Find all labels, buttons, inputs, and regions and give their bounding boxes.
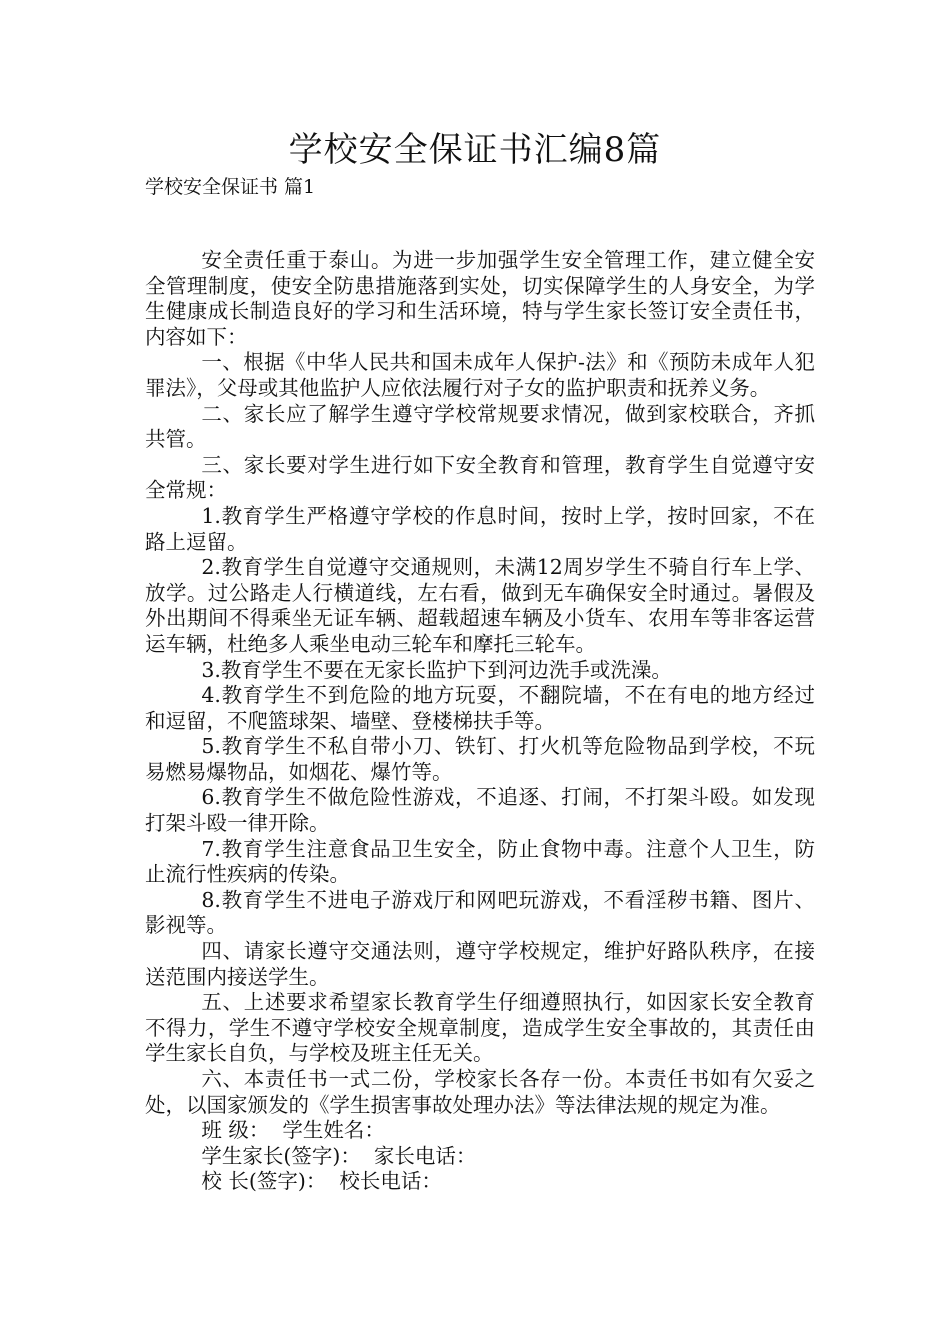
paragraph-item-2: 2.教育学生自觉遵守交通规则，未满12周岁学生不骑自行车上学、放学。过公路走人行横道线，左右看，做到无车确保安全时通过。暑假及外出期间不得乘坐无证车辆、超载超速车辆及小货车、农用车等非客运营运车辆，杜绝多人乘坐电动三轮车和摩托三轮车。 (145, 555, 815, 656)
paragraph-clause-1: 一、根据《中华人民共和国未成年人保护-法》和《预防未成年人犯罪法》，父母或其他监护人应依法履行对子女的监护职责和抚养义务。 (145, 350, 815, 400)
document-subtitle: 学校安全保证书 篇1 (145, 176, 316, 198)
paragraph-clause-2: 二、家长应了解学生遵守学校常规要求情况，做到家校联合，齐抓共管。 (145, 401, 815, 452)
paragraph-item-7: 7.教育学生注意食品卫生安全，防止食物中毒。注意个人卫生，防止流行性疾病的传染。 (145, 836, 815, 887)
paragraph-item-3: 3.教育学生不要在无家长监护下到河边洗手或洗澡。 (201, 657, 672, 682)
paragraph-clause-4: 四、请家长遵守交通法则，遵守学校规定，维护好路队秩序，在接送范围内接送学生。 (145, 939, 815, 989)
paragraph-item-5: 5.教育学生不私自带小刀、铁钉、打火机等危险物品到学校，不玩易燃易爆物品，如烟花、爆竹等。 (145, 734, 815, 784)
paragraph-clause-6: 六、本责任书一式二份，学校家长各存一份。本责任书如有欠妥之处，以国家颁发的《学生损害事故处理办法》等法律法规的规定为准。 (145, 1067, 815, 1117)
document-body (145, 248, 815, 1195)
paragraph-item-4: 4.教育学生不到危险的地方玩耍，不翻院墙，不在有电的地方经过和逗留，不爬篮球架、墙壁、登楼梯扶手等。 (145, 683, 815, 733)
paragraph-clause-5: 五、上述要求希望家长教育学生仔细遵照执行，如因家长安全教育不得力，学生不遵守学校安全规章制度，造成学生安全事故的，其责任由学生家长自负，与学校及班主任无关。 (145, 990, 815, 1066)
document-title: 学校安全保证书汇编8篇 (288, 130, 662, 170)
paragraph-item-6: 6.教育学生不做危险性游戏，不追逐、打闹，不打架斗殴。如发现打架斗殴一律开除。 (145, 785, 815, 836)
paragraph-item-1: 1.教育学生严格遵守学校的作息时间，按时上学，按时回家，不在路上逗留。 (145, 503, 815, 554)
signature-line-class: 班 级： 学生姓名： (201, 1118, 385, 1143)
paragraph-clause-3: 三、家长要对学生进行如下安全教育和管理，教育学生自觉遵守安全常规： (145, 452, 815, 503)
paragraph-intro: 安全责任重于泰山。为进一步加强学生安全管理工作，建立健全安全管理制度，使安全防患措施落到实处，切实保障学生的人身安全，为学生健康成长制造良好的学习和生活环境，特与学生家长签订安全责任书，内容如下： (145, 248, 815, 349)
signature-line-parent: 学生家长(签字)： 家长电话： (201, 1143, 477, 1168)
paragraph-item-8: 8.教育学生不进电子游戏厅和网吧玩游戏，不看淫秽书籍、图片、影视等。 (145, 887, 815, 938)
signature-line-principal: 校 长(签字)： 校长电话： (201, 1169, 442, 1194)
